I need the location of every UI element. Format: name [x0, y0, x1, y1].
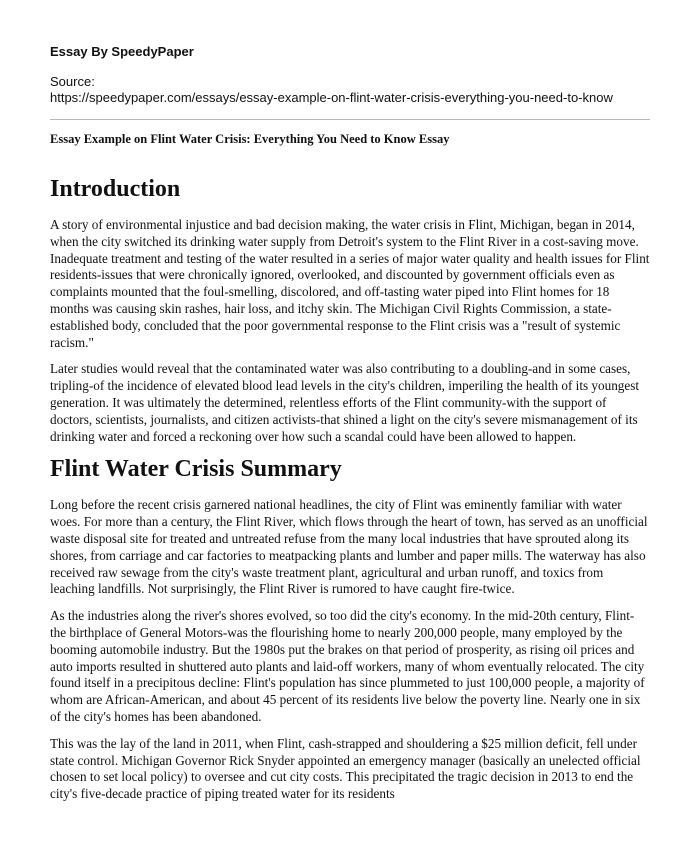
section-heading-introduction: Introduction [50, 176, 181, 202]
paragraph: A story of environmental injustice and bad decision making, the water crisis in Flint, Michigan, began in 2014, when the city switched its drinking water supply from Detroit's system to the Flint River in a cost-saving move. Inadequate treatment and testing of the water resulted in a series of major water quality and health issues for Flint residents-issues that were chronically ignored, overlooked, and discounted by government officials even as complaints mounted that the foul-smelling, discolored, and off-tasting water piped into Flint homes for 18 months was causing skin rashes, hair loss, and itchy skin. The Michigan Civil Rights Commission, a state-established body, concluded that the poor governmental response to the Flint crisis was a "result of systemic racism." [50, 217, 650, 350]
paragraph: As the industries along the river's shores evolved, so too did the city's economy. In the mid-20th century, Flint-the birthplace of General Motors-was the flourishing home to nearly 200,000 people, many employed by the booming automobile industry. But the 1980s put the brakes on that period of prosperity, as rising oil prices and auto imports resulted in shuttered auto plants and laid-off workers, many of whom eventually relocated. The city found itself in a precipitous decline: Flint's population has since plummeted to just 100,000 people, a majority of whom are African-American, and about 45 percent of its residents live below the poverty line. Nearly one in six of the city's homes has been abandoned. [50, 608, 645, 724]
header-divider [50, 119, 650, 120]
source-block [50, 74, 650, 106]
section-heading-summary: Flint Water Crisis Summary [50, 456, 342, 483]
paragraph: Long before the recent crisis garnered national headlines, the city of Flint was eminently familiar with water woes. For more than a century, the Flint River, which flows through the heart of town, has served as an unofficial waste disposal site for treated and untreated refuse from the many local industries that have sprouted along its shores, from carriage and car factories to meatpacking plants and lumber and paper mills. The waterway has also received raw sewage from the city's waste treatment plant, agricultural and urban runoff, and toxics from leaching landfills. Not surprisingly, the Flint River is rumored to have caught fire-twice. [50, 497, 648, 597]
essay-title: Essay Example on Flint Water Crisis: Everything You Need to Know Essay [50, 132, 450, 146]
paragraph: Later studies would reveal that the contaminated water was also contributing to a doubling-and in some cases, tripling-of the incidence of elevated blood lead levels in the city's children, imperiling the health of its youngest generation. It was ultimately the determined, relentless efforts of the Flint community-with the support of doctors, scientists, journalists, and citizen activists-that shined a light on the city's severe mismanagement of its drinking water and forced a reckoning over how such a scandal could have been allowed to happen. [50, 361, 640, 444]
source-label: Source: [50, 74, 95, 89]
paragraph: This was the lay of the land in 2011, when Flint, cash-strapped and shouldering a $25 million deficit, fell under state control. Michigan Governor Rick Snyder appointed an emergency manager (basically an unelected official chosen to set local policy) to oversee and cut city costs. This precipitated the tragic decision in 2013 to end the city's five-decade practice of piping treated water for its residents [50, 735, 641, 802]
document-header-title: Essay By SpeedyPaper [50, 44, 194, 59]
source-url[interactable]: https://speedypaper.com/essays/essay-example-on-flint-water-crisis-everything-you-need-to-know [50, 90, 613, 105]
